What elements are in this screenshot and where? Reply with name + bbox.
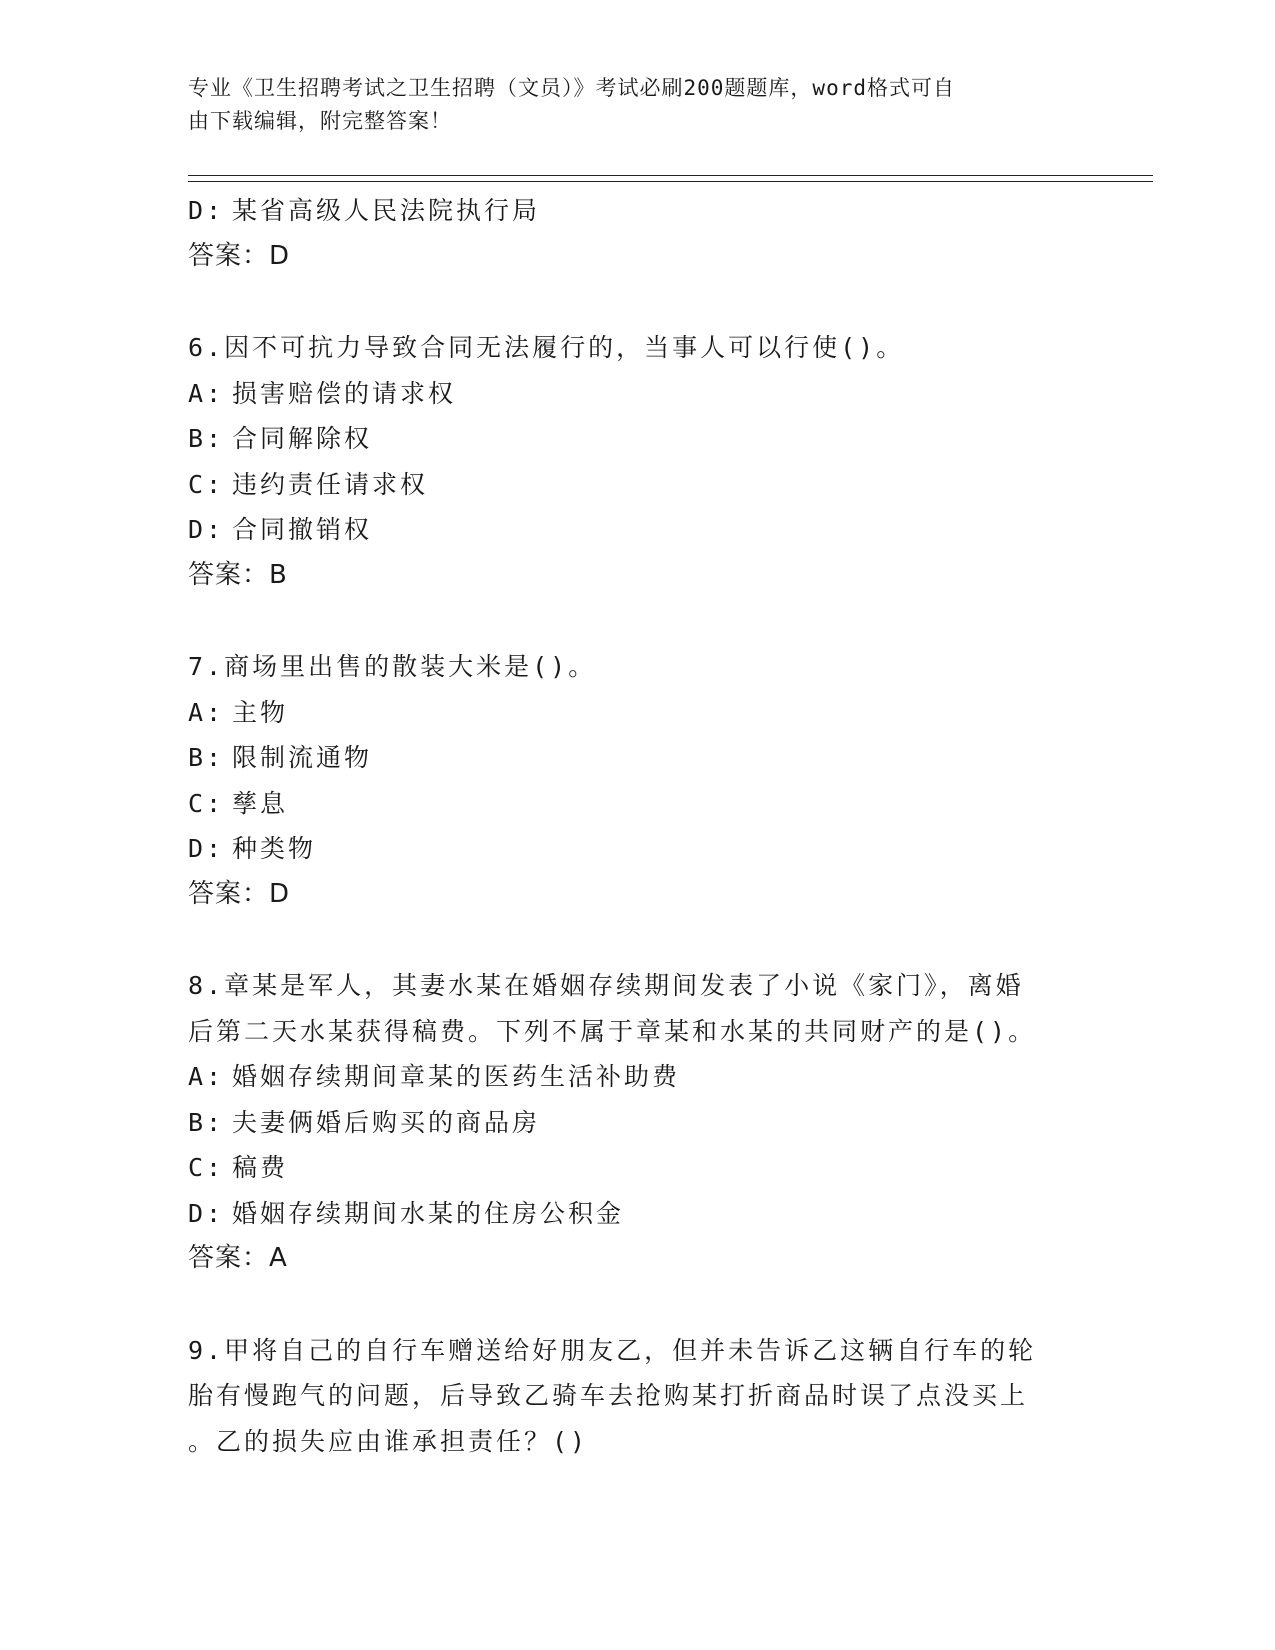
answer-line: 答案：D <box>188 878 291 909</box>
option-text: 损害赔偿的请求权 <box>232 378 457 408</box>
option-label: D: <box>188 196 225 225</box>
option-text: 婚姻存续期间章某的医药生活补助费 <box>232 1062 681 1091</box>
header-line-1: 专业《卫生招聘考试之卫生招聘（文员）》考试必刷200题题库，word格式可自 <box>188 76 955 100</box>
option-c <box>188 1145 1088 1191</box>
option-text: 主物 <box>232 697 289 727</box>
option-label: A: <box>188 378 225 408</box>
header-line-2: 由下载编辑，附完整答案！ <box>188 109 452 133</box>
option-d <box>188 188 1088 234</box>
question-stem: 7.商场里出售的散装大米是()。 <box>188 652 597 681</box>
option-label: A: <box>188 1062 225 1091</box>
option-label: B: <box>188 1107 225 1137</box>
option-label: C: <box>188 788 225 818</box>
option-a <box>188 371 1088 417</box>
option-text: 稿费 <box>232 1153 289 1182</box>
option-text: 种类物 <box>232 834 317 863</box>
question-stem-line-3: 。乙的损失应由谁承担责任？() <box>188 1426 589 1456</box>
option-a <box>188 1054 1088 1100</box>
question-stem-line-2: 后第二天水某获得稿费。下列不属于章某和水某的共同财产的是()。 <box>188 1016 1037 1046</box>
option-text: 婚姻存续期间水某的住房公积金 <box>232 1198 625 1228</box>
option-d <box>188 826 1088 872</box>
option-b <box>188 416 1088 462</box>
option-label: D: <box>188 834 225 863</box>
option-d <box>188 507 1088 553</box>
option-b <box>188 1100 1088 1146</box>
question-stem-line-1: 8.章某是军人，其妻水某在婚姻存续期间发表了小说《家门》，离婚 <box>188 971 1024 1000</box>
question-stem-line-1: 9.甲将自己的自行车赠送给好朋友乙，但并未告诉乙这辆自行车的轮 <box>188 1335 1037 1365</box>
question-stem: 6.因不可抗力导致合同无法履行的，当事人可以行使()。 <box>188 333 905 362</box>
option-label: D: <box>188 515 225 544</box>
option-text: 合同撤销权 <box>232 515 373 544</box>
option-d <box>188 1191 1088 1237</box>
option-text: 违约责任请求权 <box>232 469 429 499</box>
header-divider-bottom <box>188 181 1153 182</box>
option-a <box>188 690 1088 736</box>
option-b <box>188 735 1088 781</box>
question-content <box>188 188 1088 1464</box>
option-label: B: <box>188 424 225 453</box>
header-divider-top <box>188 175 1153 176</box>
option-text: 限制流通物 <box>232 743 373 772</box>
answer-line: 答案：B <box>188 559 288 590</box>
option-c <box>188 781 1088 827</box>
option-label: C: <box>188 469 225 499</box>
question-stem-line-2: 胎有慢跑气的问题，后导致乙骑车去抢购某打折商品时误了点没买上 <box>188 1381 1029 1410</box>
option-text: 夫妻俩婚后购买的商品房 <box>232 1107 541 1137</box>
answer-line: 答案：D <box>188 240 291 271</box>
answer-line: 答案：A <box>188 1243 288 1273</box>
option-text: 孳息 <box>232 788 289 818</box>
document-header <box>188 72 1068 138</box>
option-label: D: <box>188 1198 225 1228</box>
option-text: 合同解除权 <box>232 424 373 453</box>
option-label: C: <box>188 1153 225 1182</box>
option-text: 某省高级人民法院执行局 <box>232 196 541 225</box>
option-label: B: <box>188 743 225 772</box>
option-label: A: <box>188 697 225 727</box>
option-c <box>188 462 1088 508</box>
